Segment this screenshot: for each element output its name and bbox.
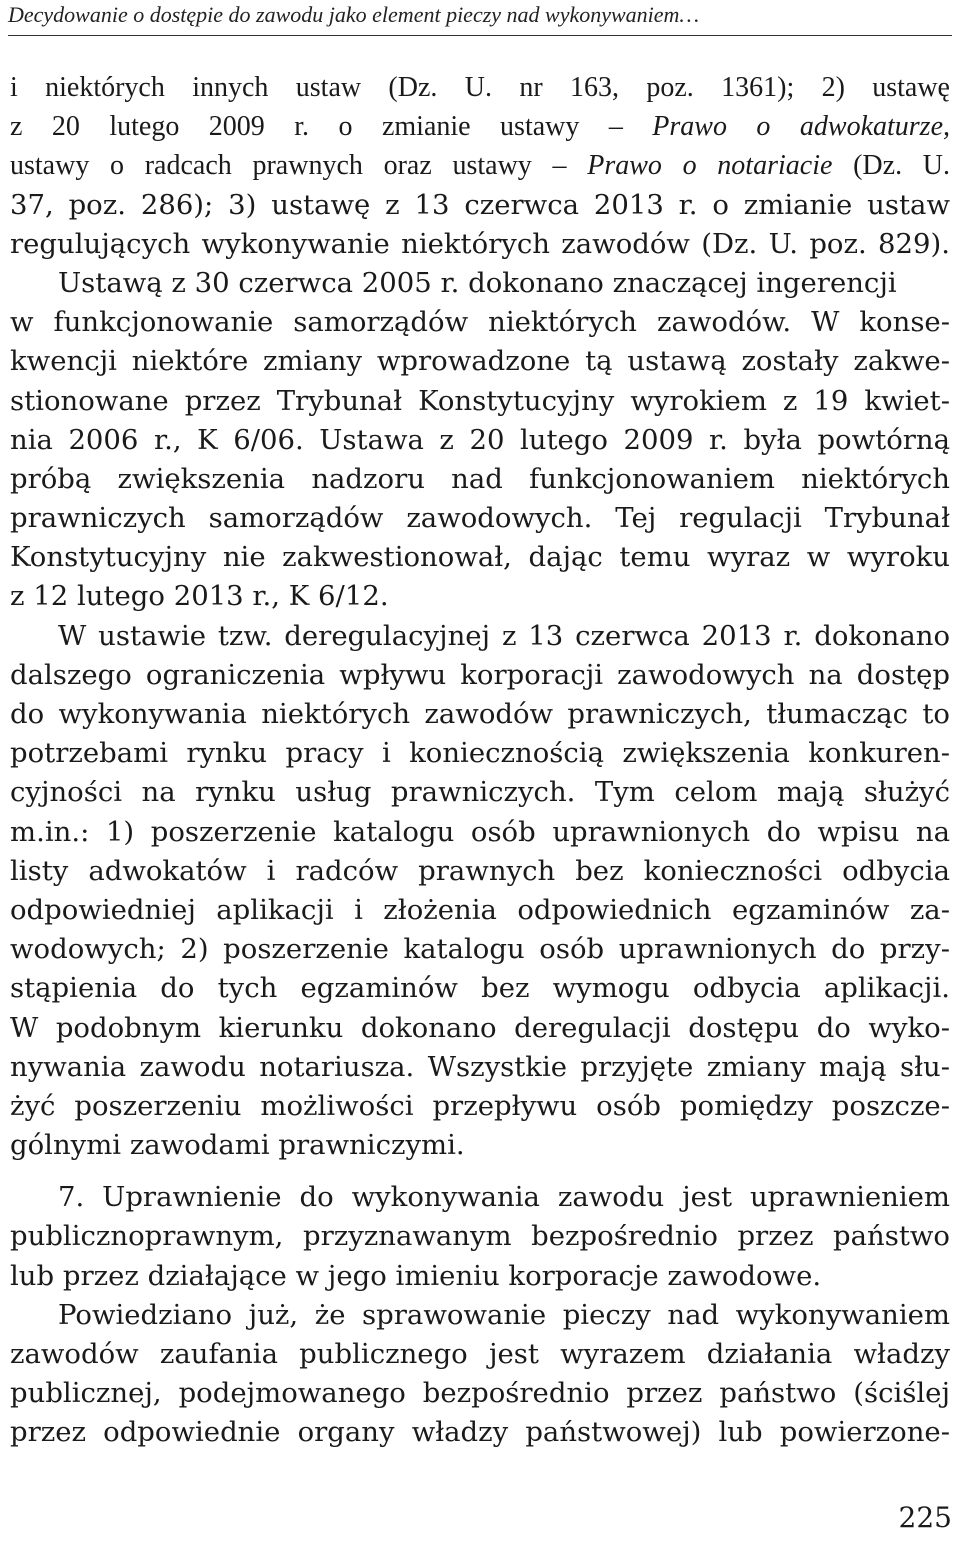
text-line: dalszego ograniczenia wpływu korporacji zawodowych na dostęp — [10, 658, 950, 691]
text-line: lub przez działające w jego imieniu korporacje zawodowe. — [10, 1259, 822, 1292]
text-span: ustawy o radcach prawnych oraz ustawy – — [10, 150, 588, 182]
text-line: W ustawie tzw. deregulacyjnej z 13 czerwca 2013 r. dokonano — [58, 619, 950, 652]
body-text — [10, 68, 950, 1453]
text-line — [10, 146, 950, 185]
text-line: listy adwokatów i radców prawnych bez konieczności odbycia — [10, 854, 950, 887]
text-line — [10, 107, 950, 146]
header-divider — [8, 35, 952, 36]
text-line: w funkcjonowanie samorządów niektórych zawodów. W konse- — [10, 306, 950, 339]
text-line: potrzebami rynku pracy i koniecznością zwiększenia konkuren- — [10, 737, 950, 770]
italic-title: Prawo o adwokaturze, — [652, 111, 950, 143]
text-line: m.in.: 1) poszerzenie katalogu osób uprawnionych do wpisu na — [10, 815, 950, 848]
text-line: Ustawą z 30 czerwca 2005 r. dokonano znaczącej ingerencji — [58, 266, 897, 299]
text-line: zawodów zaufania publicznego jest wyrazem działania władzy — [10, 1338, 950, 1370]
text-line: nywania zawodu notariusza. Wszystkie przyjęte zmiany mają słu- — [10, 1050, 950, 1083]
text-line: 37, poz. 286); 3) ustawę z 13 czerwca 2013 r. o zmianie ustaw — [10, 188, 950, 221]
text-span: (Dz. U. — [832, 150, 951, 182]
text-line: publicznoprawnym, przyznawanym bezpośrednio przez państwo — [10, 1220, 950, 1253]
running-header: Decydowanie o dostępie do zawodu jako element pieczy nad wykonywaniem… — [8, 2, 700, 27]
text-line: nia 2006 r., K 6/06. Ustawa z 20 lutego 2009 r. była powtórną — [10, 423, 950, 456]
page-number: 225 — [898, 1501, 952, 1534]
text-line: żyć poszerzeniu możliwości przepływu osób pomiędzy poszcze- — [10, 1089, 950, 1122]
text-line: do wykonywania niektórych zawodów prawniczych, tłumacząc to — [10, 698, 950, 730]
italic-title: Prawo o notariacie — [587, 150, 833, 182]
text-line: odpowiedniej aplikacji i złożenia odpowiednich egzaminów za- — [10, 893, 950, 926]
text-line: stionowane przez Trybunał Konstytucyjny wyrokiem z 19 kwiet- — [10, 384, 950, 417]
text-line: regulujących wykonywanie niektórych zawodów (Dz. U. poz. 829). — [10, 227, 950, 260]
text-line: prawniczych samorządów zawodowych. Tej regulacji Trybunał — [10, 502, 950, 535]
text-line: W podobnym kierunku dokonano deregulacji dostępu do wyko- — [10, 1011, 950, 1044]
text-line: przez odpowiednie organy władzy państwowej) lub powierzone- — [10, 1416, 950, 1449]
text-line: publicznej, podejmowanego bezpośrednio przez państwo (ściślej — [10, 1377, 950, 1410]
text-line: Powiedziano już, że sprawowanie pieczy nad wykonywaniem — [58, 1298, 950, 1331]
text-line: gólnymi zawodami prawniczymi. — [10, 1129, 465, 1162]
text-line: 7. Uprawnienie do wykonywania zawodu jest uprawnieniem — [58, 1181, 950, 1214]
text-line: Konstytucyjny nie zakwestionował, dając temu wyraz w wyroku — [10, 541, 950, 574]
text-line: i niektórych innych ustaw (Dz. U. nr 163, poz. 1361); 2) ustawę — [10, 72, 950, 103]
text-span: z 20 lutego 2009 r. o zmianie ustawy – — [10, 111, 653, 143]
text-line: próbą zwiększenia nadzoru nad funkcjonowaniem niektórych — [10, 462, 950, 495]
text-line: wodowych; 2) poszerzenie katalogu osób uprawnionych do przy- — [10, 933, 950, 966]
text-line: cyjności na rynku usług prawniczych. Tym celom mają służyć — [10, 776, 950, 809]
text-line: kwencji niektóre zmiany wprowadzone tą ustawą zostały zakwe- — [10, 345, 950, 378]
text-line: z 12 lutego 2013 r., K 6/12. — [10, 580, 389, 613]
text-line: stąpienia do tych egzaminów bez wymogu odbycia aplikacji. — [10, 972, 950, 1005]
